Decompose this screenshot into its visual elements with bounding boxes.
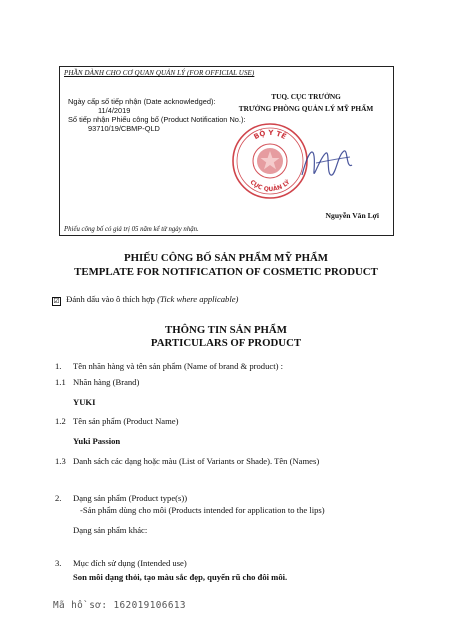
checkbox-icon: ☑ xyxy=(53,297,60,305)
item-2 xyxy=(55,493,187,503)
brand-value: YUKI xyxy=(73,397,96,407)
item-1 xyxy=(55,361,283,371)
tick-instruction-hint: (Tick where applicable) xyxy=(157,294,239,304)
item-2-label: Dạng sản phẩm (Product type(s)) xyxy=(73,493,188,503)
item-1-3-label: Danh sách các dạng hoặc màu (List of Variants or Shade). Tên (Names) xyxy=(73,456,320,466)
stamp-bottom-text: CỤC QUẢN LÝ xyxy=(248,178,292,194)
dossier-code: Mã hồ sơ: 162019106613 xyxy=(53,600,186,611)
item-1-2-number: 1.2 xyxy=(55,416,66,426)
tick-instruction-text: Đánh dấu vào ô thích hợp xyxy=(66,294,155,304)
document-title-vi: PHIẾU CÔNG BỐ SẢN PHẨM MỸ PHẨM xyxy=(124,252,328,264)
item-2-number: 2. xyxy=(55,493,62,503)
validity-note: Phiếu công bố có giá trị 05 năm kể từ ngày nhận. xyxy=(64,226,199,233)
official-use-header: PHẦN DÀNH CHO CƠ QUAN QUẢN LÝ (FOR OFFICIAL USE) xyxy=(64,69,255,77)
intended-use-value: Son môi dạng thỏi, tạo màu sắc đẹp, quyến rũ cho đôi môi. xyxy=(73,572,288,582)
authority-line-1: TUQ. CỤC TRƯỞNG xyxy=(271,92,341,101)
item-1-number: 1. xyxy=(55,361,62,371)
signer-name: Nguyễn Văn Lợi xyxy=(325,211,379,220)
item-1-3-number: 1.3 xyxy=(55,456,66,466)
authority-title xyxy=(231,91,381,115)
item-1-1-label: Nhãn hàng (Brand) xyxy=(73,377,140,387)
date-acknowledged-value: 11/4/2019 xyxy=(98,106,131,115)
tick-instruction xyxy=(52,294,238,306)
item-2-subtype: -Sản phẩm dùng cho môi (Products intended for application to the lips) xyxy=(80,505,325,515)
acknowledgement-details xyxy=(68,97,245,133)
notification-number-value: 93710/19/CBMP-QLD xyxy=(88,124,160,133)
item-1-label: Tên nhãn hàng và tên sản phẩm (Name of brand & product) : xyxy=(73,361,284,371)
authority-line-2: TRƯỞNG PHÒNG QUẢN LÝ MỸ PHẨM xyxy=(238,104,374,113)
item-2-other-type: Dạng sản phẩm khác: xyxy=(73,525,148,535)
item-1-2-label: Tên sản phẩm (Product Name) xyxy=(73,416,179,426)
document-title-en: TEMPLATE FOR NOTIFICATION OF COSMETIC PRODUCT xyxy=(74,266,378,278)
notification-number-label: Số tiếp nhận Phiếu công bố (Product Notification No.): xyxy=(68,115,246,124)
item-3-label: Mục đích sử dụng (Intended use) xyxy=(73,558,187,568)
item-3-number: 3. xyxy=(55,558,62,568)
particulars-heading-vi: THÔNG TIN SẢN PHẨM xyxy=(165,324,287,336)
signature xyxy=(296,135,356,195)
item-1-1-number: 1.1 xyxy=(55,377,66,387)
item-1-3 xyxy=(55,456,319,466)
item-3 xyxy=(55,558,187,568)
particulars-heading xyxy=(0,324,452,350)
product-name-value: Yuki Passion xyxy=(73,436,121,446)
official-use-box xyxy=(59,66,394,236)
item-1-1 xyxy=(55,377,139,387)
item-1-2 xyxy=(55,416,178,426)
particulars-heading-en: PARTICULARS OF PRODUCT xyxy=(150,337,302,349)
svg-text:CỤC QUẢN LÝ xyxy=(249,178,292,193)
stamp-top-text: BỘ Y TẾ xyxy=(252,128,288,142)
date-acknowledged-label: Ngày cấp số tiếp nhận (Date acknowledged): xyxy=(68,97,216,106)
